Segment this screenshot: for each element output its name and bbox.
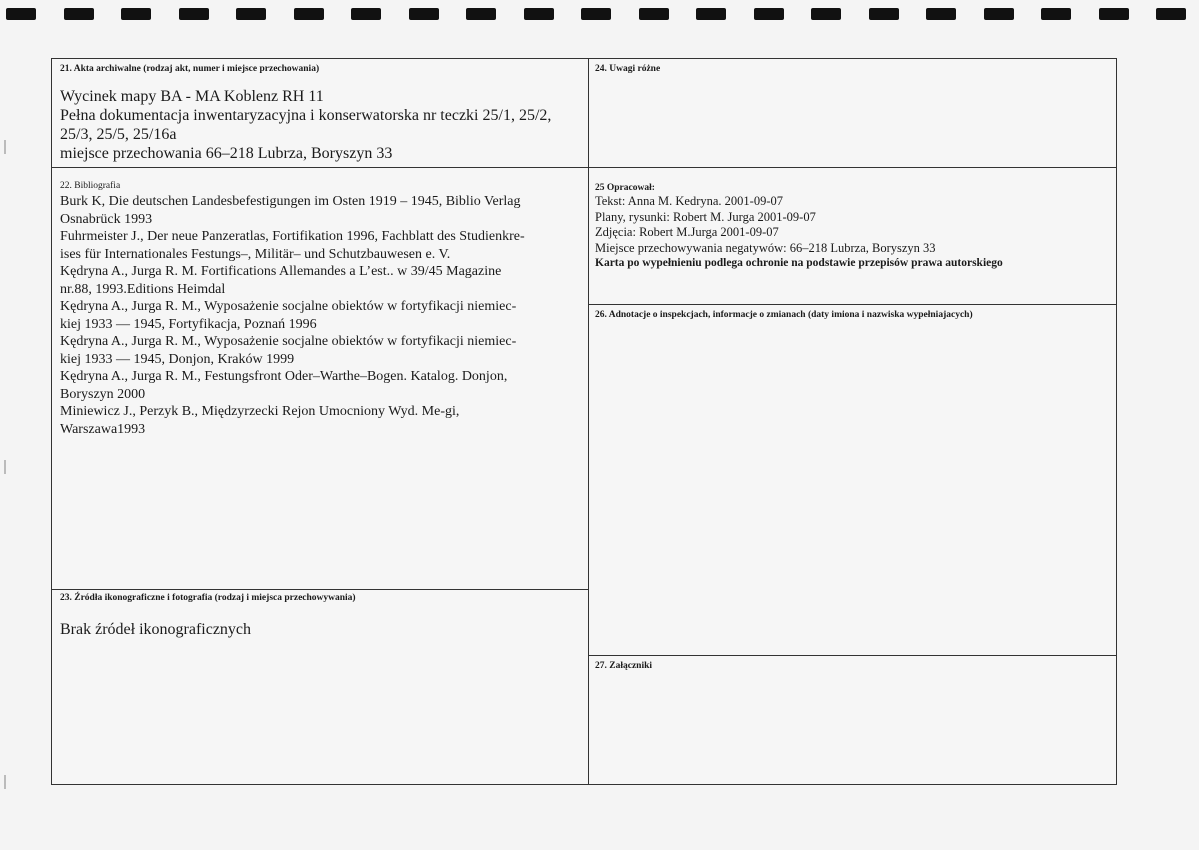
binder-hole: [524, 8, 554, 20]
prepared-by-line: Plany, rysunki: Robert M. Jurga 2001-09-07: [595, 209, 816, 224]
section-21-line: 25/3, 25/5, 25/16a: [60, 126, 177, 143]
bibliography-line: nr.88, 1993.Editions Heimdal: [60, 281, 226, 297]
bibliography-line: Kędryna A., Jurga R. M., Wyposażenie socjalne obiektów w fortyfikacji niemiec-: [60, 299, 517, 314]
binder-hole: [581, 8, 611, 20]
prepared-by-line: Miejsce przechowywania negatywów: 66–218 Lubrza, Boryszyn 33: [595, 240, 936, 255]
binder-hole: [869, 8, 899, 20]
bibliography-line: kiej 1933 — 1945, Donjon, Kraków 1999: [60, 351, 295, 367]
binder-hole: [351, 8, 381, 20]
prepared-by-line: Zdjęcia: Robert M.Jurga 2001-09-07: [595, 225, 779, 239]
bibliography-line: Kędryna A., Jurga R. M., Wyposażenie socjalne obiektów w fortyfikacji niemiec-: [60, 334, 517, 349]
section-archival-records: [51, 58, 589, 168]
binder-holes: [0, 8, 1199, 22]
prepared-by-line: Tekst: Anna M. Kedryna. 2001-09-07: [595, 194, 783, 208]
section-inspection-notes: [588, 304, 1117, 656]
section-bibliography: [51, 167, 589, 590]
binder-hole: [926, 8, 956, 20]
binder-hole: [1041, 8, 1071, 20]
section-21-label: 21. Akta archiwalne (rodzaj akt, numer i miejsce przechowania): [60, 64, 320, 74]
bibliography-line: ises für Internationales Festungs–, Militär– und Schutzbauwesen e. V.: [60, 246, 451, 262]
section-25-label: 25 Opracował:: [595, 183, 655, 193]
section-22-content: [60, 193, 588, 438]
bibliography-line: Kędryna A., Jurga R. M., Festungsfront Oder–Warthe–Bogen. Katalog. Donjon,: [60, 369, 508, 384]
binder-hole: [639, 8, 669, 20]
section-21-line: Pełna dokumentacja inwentaryzacyjna i konserwatorska nr teczki 25/1, 25/2,: [60, 107, 552, 124]
section-attachments: [588, 655, 1117, 785]
margin-mark: [4, 460, 6, 474]
binder-hole: [1156, 8, 1186, 20]
section-prepared-by: [588, 167, 1117, 305]
binder-hole: [754, 8, 784, 20]
copyright-note: Karta po wypełnieniu podlega ochronie na podstawie przepisów prawa autorskiego: [595, 257, 1003, 269]
section-21-content: [60, 87, 588, 163]
binder-hole: [984, 8, 1014, 20]
section-21-line: miejsce przechowania 66–218 Lubrza, Boryszyn 33: [60, 145, 393, 162]
bibliography-line: Miniewicz J., Perzyk B., Międzyrzecki Rejon Umocniony Wyd. Me-gi,: [60, 404, 460, 419]
bibliography-line: Boryszyn 2000: [60, 386, 146, 402]
form-sheet: [51, 58, 1117, 785]
section-21-line: Wycinek mapy BA - MA Koblenz RH 11: [60, 88, 324, 105]
binder-hole: [466, 8, 496, 20]
section-iconographic-sources: [51, 589, 589, 785]
section-22-label: 22. Bibliografia: [60, 181, 121, 191]
binder-hole: [1099, 8, 1129, 20]
binder-hole: [6, 8, 36, 20]
binder-hole: [64, 8, 94, 20]
bibliography-line: Osnabrück 1993: [60, 211, 153, 227]
bibliography-line: Warszawa1993: [60, 421, 146, 437]
bibliography-line: Fuhrmeister J., Der neue Panzeratlas, Fortifikation 1996, Fachblatt des Studienkre-: [60, 229, 525, 244]
bibliography-line: kiej 1933 — 1945, Fortyfikacja, Poznań 1996: [60, 316, 317, 332]
binder-hole: [236, 8, 266, 20]
binder-hole: [696, 8, 726, 20]
section-remarks: [588, 58, 1117, 168]
bibliography-line: Burk K, Die deutschen Landesbefestigungen im Osten 1919 – 1945, Biblio Verlag: [60, 194, 521, 209]
section-23-content: Brak źródeł ikonograficznych: [60, 621, 252, 638]
section-25-content: [595, 194, 1116, 256]
margin-mark: [4, 775, 6, 789]
margin-mark: [4, 140, 6, 154]
section-23-label: 23. Źródła ikonograficzne i fotografia (rodzaj i miejsca przechowywania): [60, 593, 356, 603]
bibliography-line: Kędryna A., Jurga R. M. Fortifications Allemandes a L’est.. w 39/45 Magazine: [60, 264, 502, 279]
binder-hole: [409, 8, 439, 20]
binder-hole: [121, 8, 151, 20]
binder-hole: [179, 8, 209, 20]
section-24-label: 24. Uwagi różne: [595, 64, 661, 74]
binder-hole: [811, 8, 841, 20]
binder-hole: [294, 8, 324, 20]
section-26-label: 26. Adnotacje o inspekcjach, informacje o zmianach (daty imiona i nazwiska wypełniajacych): [595, 310, 973, 320]
section-27-label: 27. Załączniki: [595, 661, 653, 671]
